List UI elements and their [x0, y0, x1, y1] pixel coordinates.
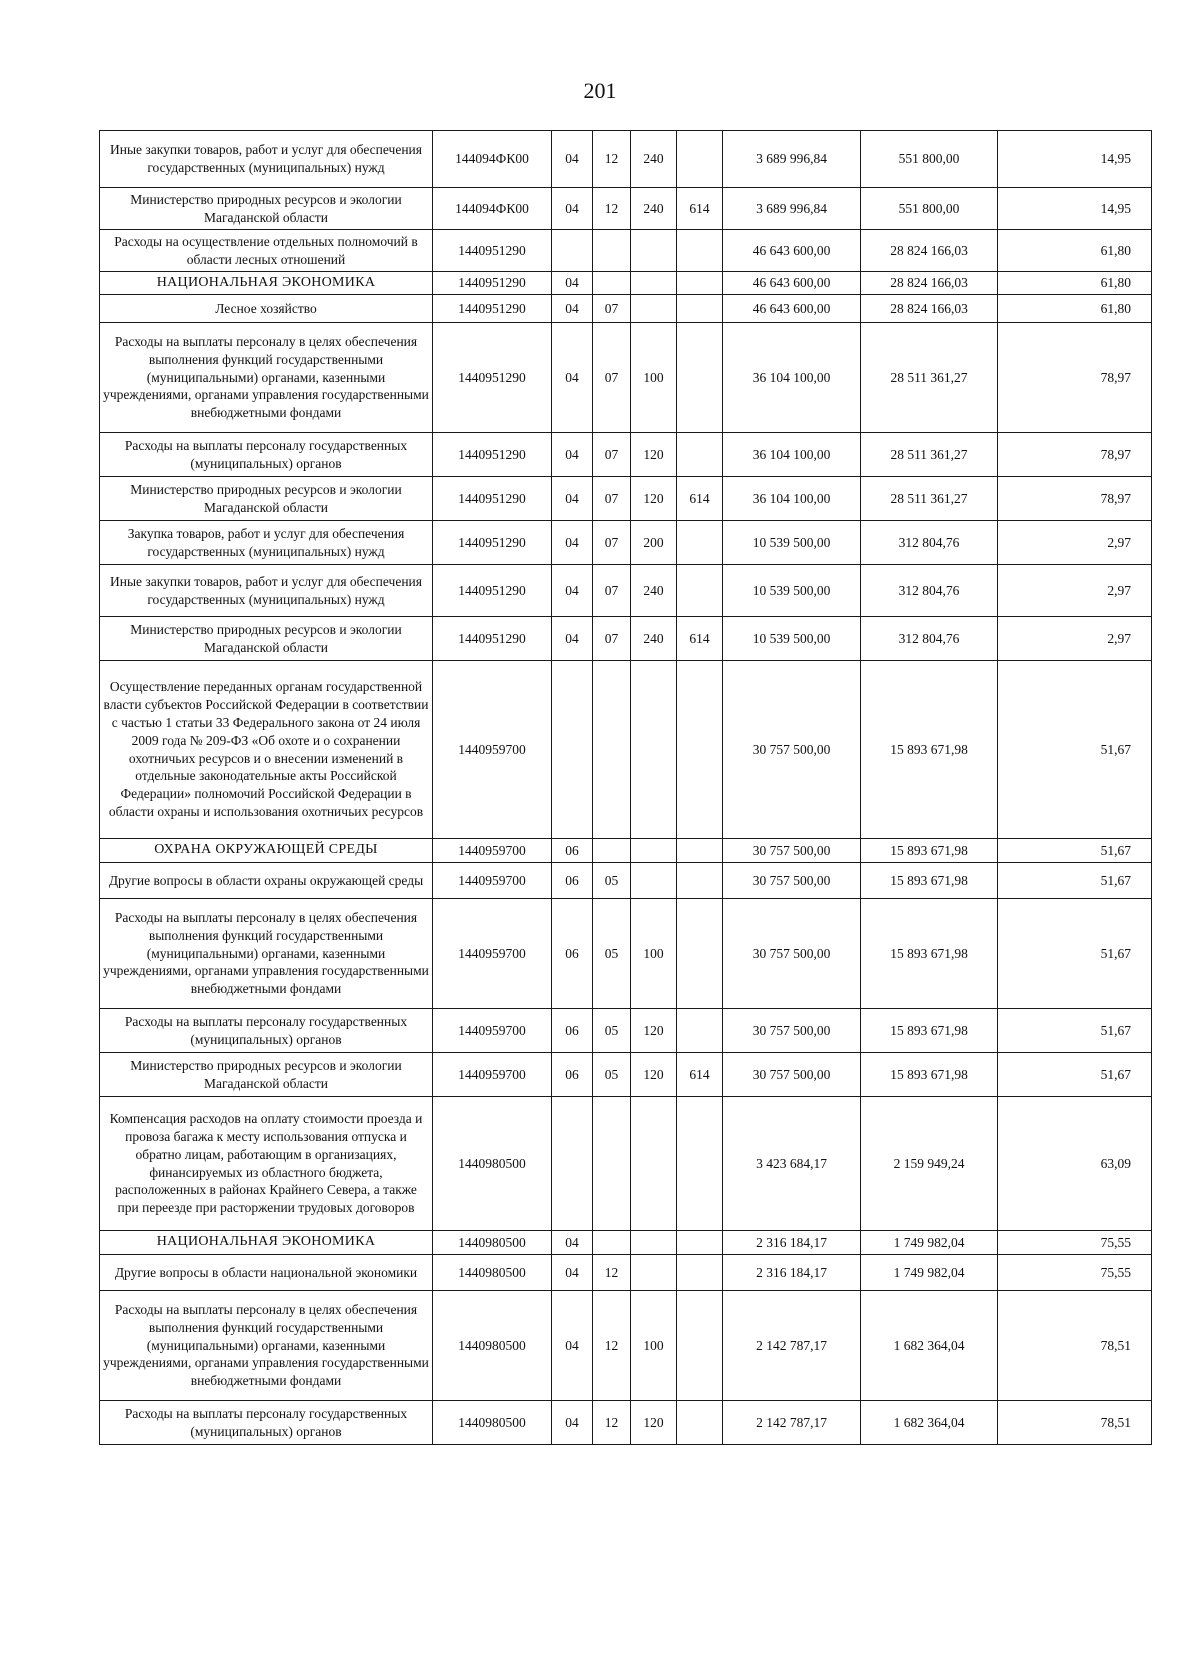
row-razdel: 06 [552, 863, 593, 899]
table-row [100, 1097, 1152, 1231]
row-podrazdel: 07 [593, 323, 631, 433]
row-fact-amount: 15 893 671,98 [861, 661, 998, 839]
row-percent: 78,97 [998, 477, 1152, 521]
row-podrazdel: 07 [593, 295, 631, 323]
row-plan-amount: 3 689 996,84 [723, 131, 861, 188]
row-code: 1440980500 [433, 1291, 552, 1401]
row-code: 1440980500 [433, 1097, 552, 1231]
row-code: 1440959700 [433, 863, 552, 899]
table-row [100, 1291, 1152, 1401]
row-ved [677, 131, 723, 188]
row-vid: 100 [631, 323, 677, 433]
row-razdel [552, 230, 593, 272]
row-vid [631, 295, 677, 323]
row-ved [677, 1291, 723, 1401]
row-ved [677, 521, 723, 565]
row-fact-amount: 1 682 364,04 [861, 1291, 998, 1401]
row-fact-amount: 15 893 671,98 [861, 899, 998, 1009]
row-name: Закупка товаров, работ и услуг для обеспечения государственных (муниципальных) нужд [100, 521, 433, 565]
row-ved [677, 230, 723, 272]
row-fact-amount: 28 511 361,27 [861, 433, 998, 477]
row-code: 1440959700 [433, 839, 552, 863]
row-vid: 100 [631, 1291, 677, 1401]
table-row [100, 899, 1152, 1009]
row-ved [677, 661, 723, 839]
row-code: 1440951290 [433, 323, 552, 433]
row-name: Расходы на осуществление отдельных полномочий в области лесных отношений [100, 230, 433, 272]
row-plan-amount: 46 643 600,00 [723, 230, 861, 272]
row-plan-amount: 30 757 500,00 [723, 1053, 861, 1097]
row-ved [677, 295, 723, 323]
row-fact-amount: 28 824 166,03 [861, 295, 998, 323]
row-percent: 2,97 [998, 617, 1152, 661]
row-fact-amount: 1 749 982,04 [861, 1255, 998, 1291]
row-name: Министерство природных ресурсов и экологии Магаданской области [100, 617, 433, 661]
row-name: Другие вопросы в области охраны окружающей среды [100, 863, 433, 899]
row-plan-amount: 36 104 100,00 [723, 433, 861, 477]
row-podrazdel: 07 [593, 521, 631, 565]
row-percent: 51,67 [998, 839, 1152, 863]
row-percent: 51,67 [998, 661, 1152, 839]
row-code: 1440951290 [433, 477, 552, 521]
row-name: ОХРАНА ОКРУЖАЮЩЕЙ СРЕДЫ [100, 839, 433, 863]
row-ved [677, 899, 723, 1009]
row-vid: 120 [631, 1009, 677, 1053]
row-name: Осуществление переданных органам государственной власти субъектов Российской Федерации в соответствии с частью 1 статьи 33 Федерального закона от 24 июля 2009 года № 209-ФЗ «Об охоте и о сохранении охотничьих ресурсов и о внесении изменений в отдельные законодательные акты Российской Федерации» полномочий Российской Федерации в области охраны и использования охотничьих ресурсов [100, 661, 433, 839]
row-fact-amount: 15 893 671,98 [861, 1053, 998, 1097]
row-podrazdel: 05 [593, 863, 631, 899]
row-podrazdel: 12 [593, 1255, 631, 1291]
row-plan-amount: 10 539 500,00 [723, 617, 861, 661]
row-percent: 63,09 [998, 1097, 1152, 1231]
row-percent: 61,80 [998, 272, 1152, 295]
row-name: Министерство природных ресурсов и экологии Магаданской области [100, 1053, 433, 1097]
row-ved: 614 [677, 617, 723, 661]
row-name: Иные закупки товаров, работ и услуг для обеспечения государственных (муниципальных) нужд [100, 131, 433, 188]
row-vid [631, 272, 677, 295]
row-code: 1440959700 [433, 1009, 552, 1053]
row-fact-amount: 551 800,00 [861, 131, 998, 188]
row-vid [631, 839, 677, 863]
row-ved [677, 863, 723, 899]
row-vid: 100 [631, 899, 677, 1009]
row-fact-amount: 1 682 364,04 [861, 1401, 998, 1445]
row-vid: 240 [631, 188, 677, 230]
row-percent: 14,95 [998, 131, 1152, 188]
row-vid [631, 1097, 677, 1231]
row-razdel: 06 [552, 1009, 593, 1053]
row-podrazdel: 05 [593, 1053, 631, 1097]
row-podrazdel: 07 [593, 433, 631, 477]
row-percent: 51,67 [998, 1009, 1152, 1053]
row-fact-amount: 312 804,76 [861, 521, 998, 565]
table-row [100, 131, 1152, 188]
row-plan-amount: 30 757 500,00 [723, 839, 861, 863]
row-name: Министерство природных ресурсов и экологии Магаданской области [100, 188, 433, 230]
row-code: 1440951290 [433, 565, 552, 617]
row-name: Расходы на выплаты персоналу в целях обеспечения выполнения функций государственными (муниципальными) органами, казенными учреждениями, органами управления государственными внебюджетными фондами [100, 899, 433, 1009]
row-fact-amount: 1 749 982,04 [861, 1231, 998, 1255]
row-podrazdel [593, 839, 631, 863]
row-vid: 120 [631, 1053, 677, 1097]
row-plan-amount: 2 142 787,17 [723, 1291, 861, 1401]
table-row [100, 433, 1152, 477]
row-podrazdel [593, 1231, 631, 1255]
row-ved [677, 839, 723, 863]
row-ved: 614 [677, 1053, 723, 1097]
row-podrazdel: 12 [593, 188, 631, 230]
row-plan-amount: 2 316 184,17 [723, 1231, 861, 1255]
row-podrazdel: 07 [593, 565, 631, 617]
table-row [100, 617, 1152, 661]
row-code: 1440951290 [433, 295, 552, 323]
row-code: 1440951290 [433, 433, 552, 477]
table-row [100, 565, 1152, 617]
table-row [100, 1009, 1152, 1053]
row-percent: 75,55 [998, 1255, 1152, 1291]
row-podrazdel: 12 [593, 1291, 631, 1401]
row-razdel: 04 [552, 131, 593, 188]
row-podrazdel [593, 661, 631, 839]
row-name: Компенсация расходов на оплату стоимости проезда и провоза багажа к месту использования отпуска и обратно лицам, работающим в организациях, финансируемых из областного бюджета, расположенных в районах Крайнего Севера, а также при переезде при расторжении трудовых договоров [100, 1097, 433, 1231]
row-vid [631, 1255, 677, 1291]
row-razdel: 04 [552, 521, 593, 565]
row-name: Расходы на выплаты персоналу государственных (муниципальных) органов [100, 1401, 433, 1445]
row-plan-amount: 46 643 600,00 [723, 272, 861, 295]
row-name: Расходы на выплаты персоналу государственных (муниципальных) органов [100, 433, 433, 477]
table-row [100, 477, 1152, 521]
row-vid: 240 [631, 131, 677, 188]
row-percent: 51,67 [998, 899, 1152, 1009]
row-ved [677, 1097, 723, 1231]
row-code: 1440951290 [433, 617, 552, 661]
table-row [100, 521, 1152, 565]
row-podrazdel: 12 [593, 131, 631, 188]
table-row [100, 863, 1152, 899]
row-plan-amount: 2 142 787,17 [723, 1401, 861, 1445]
row-percent: 2,97 [998, 565, 1152, 617]
row-name: Расходы на выплаты персоналу в целях обеспечения выполнения функций государственными (муниципальными) органами, казенными учреждениями, органами управления государственными внебюджетными фондами [100, 1291, 433, 1401]
row-ved [677, 323, 723, 433]
row-razdel: 06 [552, 839, 593, 863]
row-fact-amount: 2 159 949,24 [861, 1097, 998, 1231]
row-razdel: 04 [552, 188, 593, 230]
row-podrazdel [593, 272, 631, 295]
row-name: Расходы на выплаты персоналу в целях обеспечения выполнения функций государственными (муниципальными) органами, казенными учреждениями, органами управления государственными внебюджетными фондами [100, 323, 433, 433]
row-razdel: 06 [552, 1053, 593, 1097]
row-razdel: 04 [552, 1401, 593, 1445]
row-vid: 120 [631, 1401, 677, 1445]
row-percent: 51,67 [998, 1053, 1152, 1097]
row-percent: 78,97 [998, 433, 1152, 477]
row-ved: 614 [677, 188, 723, 230]
row-razdel [552, 661, 593, 839]
row-code: 1440980500 [433, 1255, 552, 1291]
row-ved: 614 [677, 477, 723, 521]
row-plan-amount: 3 689 996,84 [723, 188, 861, 230]
row-razdel: 04 [552, 1255, 593, 1291]
row-name: НАЦИОНАЛЬНАЯ ЭКОНОМИКА [100, 1231, 433, 1255]
row-ved [677, 1401, 723, 1445]
row-fact-amount: 551 800,00 [861, 188, 998, 230]
row-code: 144094ФК00 [433, 131, 552, 188]
table-body [100, 131, 1152, 1445]
row-plan-amount: 2 316 184,17 [723, 1255, 861, 1291]
row-name: Министерство природных ресурсов и экологии Магаданской области [100, 477, 433, 521]
row-code: 144094ФК00 [433, 188, 552, 230]
row-ved [677, 1231, 723, 1255]
row-code: 1440951290 [433, 272, 552, 295]
row-plan-amount: 30 757 500,00 [723, 899, 861, 1009]
row-podrazdel [593, 1097, 631, 1231]
table-row [100, 272, 1152, 295]
row-podrazdel: 12 [593, 1401, 631, 1445]
row-code: 1440951290 [433, 521, 552, 565]
row-podrazdel: 07 [593, 477, 631, 521]
row-fact-amount: 15 893 671,98 [861, 839, 998, 863]
row-plan-amount: 36 104 100,00 [723, 323, 861, 433]
row-vid [631, 661, 677, 839]
row-podrazdel: 05 [593, 1009, 631, 1053]
row-plan-amount: 10 539 500,00 [723, 565, 861, 617]
table-row [100, 1255, 1152, 1291]
row-plan-amount: 36 104 100,00 [723, 477, 861, 521]
row-code: 1440959700 [433, 899, 552, 1009]
row-percent: 78,97 [998, 323, 1152, 433]
row-plan-amount: 30 757 500,00 [723, 1009, 861, 1053]
row-fact-amount: 28 824 166,03 [861, 230, 998, 272]
row-ved [677, 565, 723, 617]
row-vid [631, 863, 677, 899]
row-name: Лесное хозяйство [100, 295, 433, 323]
row-razdel: 04 [552, 477, 593, 521]
row-plan-amount: 30 757 500,00 [723, 863, 861, 899]
table-row [100, 1401, 1152, 1445]
row-plan-amount: 46 643 600,00 [723, 295, 861, 323]
row-ved [677, 433, 723, 477]
row-razdel: 04 [552, 1291, 593, 1401]
row-percent: 75,55 [998, 1231, 1152, 1255]
row-fact-amount: 28 511 361,27 [861, 477, 998, 521]
row-fact-amount: 28 511 361,27 [861, 323, 998, 433]
table-row [100, 188, 1152, 230]
row-name: Иные закупки товаров, работ и услуг для обеспечения государственных (муниципальных) нужд [100, 565, 433, 617]
row-razdel: 04 [552, 323, 593, 433]
row-razdel: 04 [552, 433, 593, 477]
row-percent: 2,97 [998, 521, 1152, 565]
row-percent: 78,51 [998, 1291, 1152, 1401]
row-razdel: 04 [552, 617, 593, 661]
row-vid: 120 [631, 477, 677, 521]
row-plan-amount: 10 539 500,00 [723, 521, 861, 565]
row-plan-amount: 3 423 684,17 [723, 1097, 861, 1231]
row-fact-amount: 15 893 671,98 [861, 1009, 998, 1053]
row-podrazdel: 05 [593, 899, 631, 1009]
row-ved [677, 1255, 723, 1291]
row-podrazdel: 07 [593, 617, 631, 661]
row-percent: 51,67 [998, 863, 1152, 899]
table-row [100, 661, 1152, 839]
row-vid: 240 [631, 617, 677, 661]
row-razdel: 04 [552, 295, 593, 323]
row-percent: 14,95 [998, 188, 1152, 230]
table-row [100, 230, 1152, 272]
row-code: 1440980500 [433, 1401, 552, 1445]
page-number: 201 [583, 78, 617, 103]
table-row [100, 1231, 1152, 1255]
row-ved [677, 272, 723, 295]
row-razdel: 04 [552, 565, 593, 617]
row-plan-amount: 30 757 500,00 [723, 661, 861, 839]
row-ved [677, 1009, 723, 1053]
row-razdel: 04 [552, 1231, 593, 1255]
row-code: 1440980500 [433, 1231, 552, 1255]
row-razdel [552, 1097, 593, 1231]
row-vid: 240 [631, 565, 677, 617]
row-fact-amount: 312 804,76 [861, 617, 998, 661]
row-percent: 78,51 [998, 1401, 1152, 1445]
row-fact-amount: 28 824 166,03 [861, 272, 998, 295]
row-percent: 61,80 [998, 230, 1152, 272]
row-code: 1440959700 [433, 1053, 552, 1097]
row-fact-amount: 15 893 671,98 [861, 863, 998, 899]
table-row [100, 1053, 1152, 1097]
row-name: НАЦИОНАЛЬНАЯ ЭКОНОМИКА [100, 272, 433, 295]
row-podrazdel [593, 230, 631, 272]
row-name: Расходы на выплаты персоналу государственных (муниципальных) органов [100, 1009, 433, 1053]
row-razdel: 04 [552, 272, 593, 295]
row-fact-amount: 312 804,76 [861, 565, 998, 617]
budget-table [99, 130, 1152, 1445]
row-vid [631, 1231, 677, 1255]
row-vid: 120 [631, 433, 677, 477]
table-row [100, 323, 1152, 433]
row-vid: 200 [631, 521, 677, 565]
row-code: 1440959700 [433, 661, 552, 839]
row-code: 1440951290 [433, 230, 552, 272]
row-vid [631, 230, 677, 272]
table-row [100, 839, 1152, 863]
row-razdel: 06 [552, 899, 593, 1009]
row-name: Другие вопросы в области национальной экономики [100, 1255, 433, 1291]
table-row [100, 295, 1152, 323]
row-percent: 61,80 [998, 295, 1152, 323]
